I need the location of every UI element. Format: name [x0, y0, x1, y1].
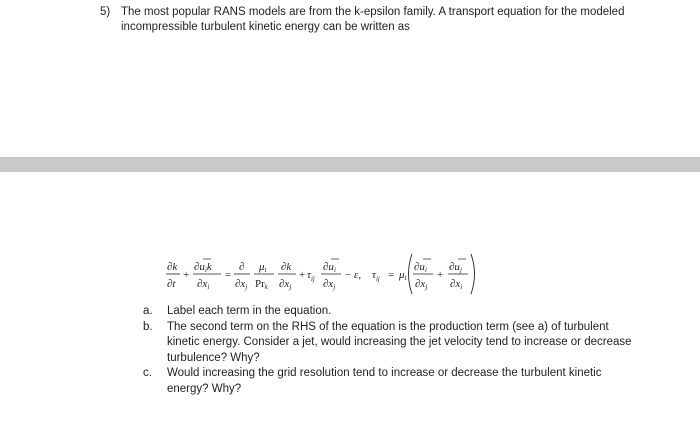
eq-diffusion-term	[235, 261, 292, 291]
svg-text:∂xj: ∂xj	[235, 278, 248, 291]
svg-text:∂k: ∂k	[281, 261, 292, 273]
subquestion-letter: c.	[143, 367, 152, 379]
question-number: 5)	[100, 6, 111, 18]
subquestion-letter: b.	[143, 320, 153, 333]
tke-transport-equation	[166, 248, 496, 300]
svg-text:τij: $\tau_{ij}$	[372, 269, 380, 283]
subquestion-text: Would increasing the grid resolution tend to increase or decrease the turbulent kinetic energy? Why?	[167, 367, 602, 395]
svg-text:∂xj: ∂xj	[415, 278, 428, 291]
question-text: The most popular RANS models are from the k-epsilon family. A transport equation for the modeled incompressible turbulent kinetic energy can be written as	[121, 6, 625, 33]
svg-text:μt: μt	[399, 269, 407, 282]
svg-text:+: +	[437, 269, 444, 281]
page-divider	[0, 157, 700, 172]
svg-text:∂t: ∂t	[167, 278, 176, 290]
svg-text:∂: ∂	[239, 261, 245, 273]
subquestion-text: The second term on the RHS of the equation is the production term (see a) of turbulent kinetic energy. Consider a jet, would increasing the jet velocity tend to increase or decrease turbulence? Why?	[167, 320, 632, 364]
subquestion-letter: a.	[143, 305, 153, 317]
svg-text:∂ui: ∂ui	[414, 261, 427, 274]
svg-text:∂xi: ∂xi	[197, 278, 210, 291]
svg-text:μt: μt	[259, 261, 267, 274]
svg-text:=: =	[388, 269, 395, 281]
svg-text:∂k: ∂k	[167, 261, 178, 273]
svg-text:τij: $\tau_{ij}$	[307, 269, 315, 283]
eq-production-term	[307, 261, 336, 291]
svg-text:∂xi: ∂xi	[450, 278, 463, 291]
svg-text:ε,: ε,	[354, 269, 362, 281]
eq-stress-definition	[372, 261, 462, 291]
svg-text:Prk: Prk	[255, 278, 268, 291]
eq-time-derivative	[167, 261, 178, 290]
svg-text:=: =	[225, 269, 232, 281]
subquestion-a	[143, 304, 643, 320]
svg-text:−: −	[345, 269, 352, 281]
svg-text:∂uj: ∂uj	[449, 261, 462, 274]
subquestion-b	[143, 320, 643, 367]
subquestion-c	[143, 366, 643, 397]
svg-text:∂xj: ∂xj	[279, 278, 292, 291]
subquestion-text: Label each term in the equation.	[167, 305, 332, 317]
svg-text:+: +	[183, 269, 190, 281]
subquestion-list	[143, 304, 643, 397]
eq-convection-term	[194, 261, 213, 291]
svg-text:∂ui: ∂ui	[323, 261, 336, 274]
eq-dissipation-term	[345, 269, 361, 281]
svg-text:∂xj: ∂xj	[323, 278, 336, 291]
svg-text:∂uik: ∂uik	[194, 261, 212, 274]
svg-text:+: +	[299, 269, 306, 281]
